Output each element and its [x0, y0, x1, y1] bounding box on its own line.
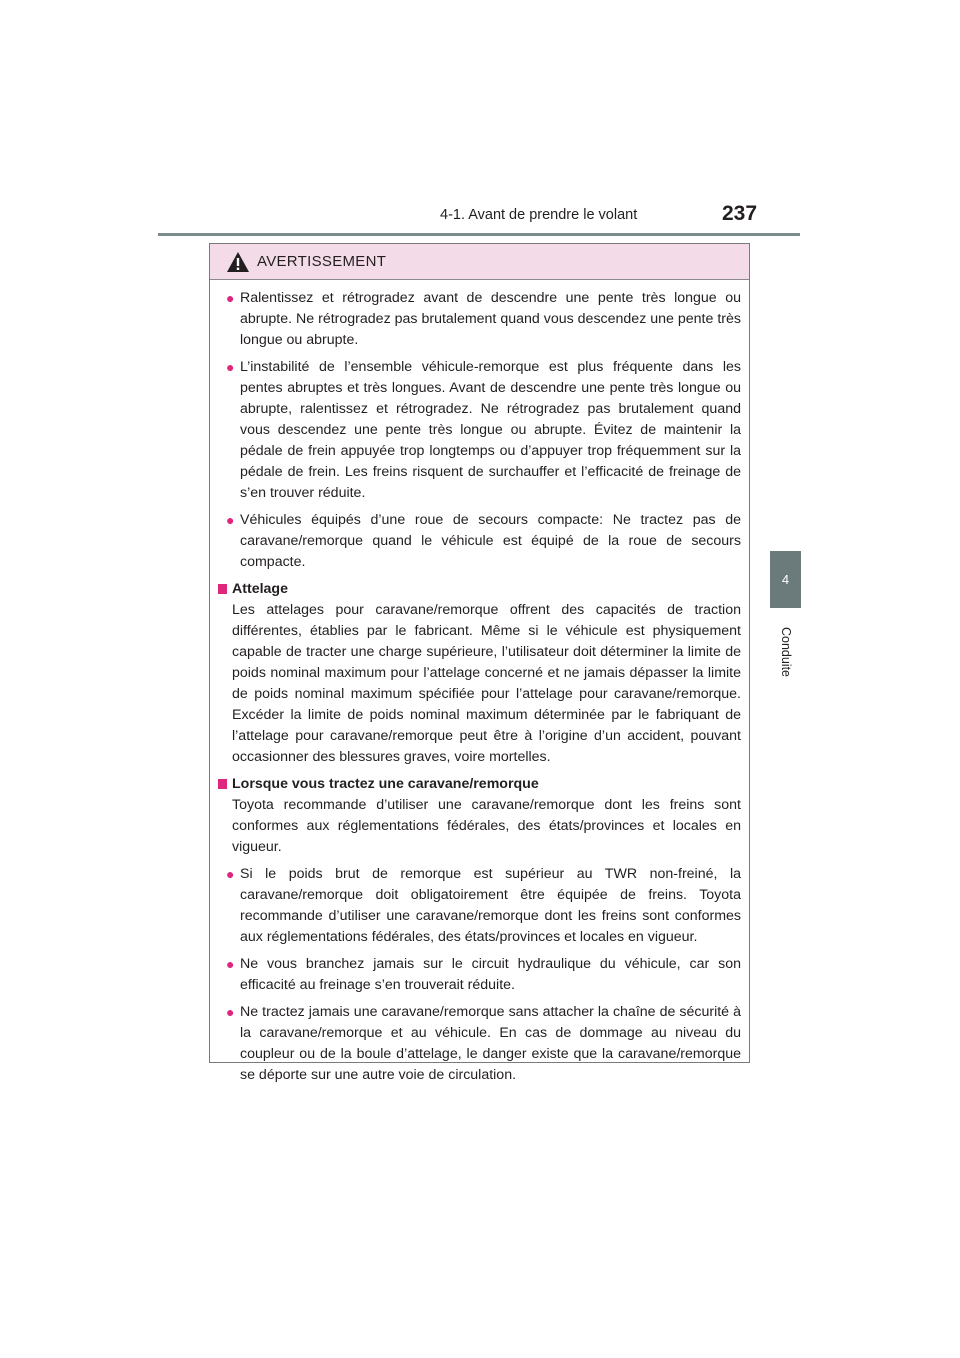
warning-triangle-icon [226, 251, 250, 273]
section-bullet-text: Si le poids brut de remorque est supérieur au TWR non-freiné, la caravane/remorque doit obligatoirement être équipée de freins. Toyota recommande d’utiliser une caravane/remorque dont les freins sont conformes aux réglementations fédérales, des états/provinces et locales en vigueur. [240, 866, 741, 945]
section-bullet [218, 954, 741, 996]
chapter-tab-label-text: Conduite [779, 626, 794, 678]
bullet-dot-icon: ● [226, 1004, 235, 1020]
warning-title: AVERTISSEMENT [257, 253, 387, 270]
chapter-tab-number: 4 [781, 572, 790, 587]
warning-bullet-text: Véhicules équipés d’une roue de secours compacte: Ne tractez pas de caravane/remorque quand le véhicule est équipé de la roue de secours compacte. [240, 512, 741, 570]
section-paragraph: Toyota recommande d’utiliser une caravane/remorque dont les freins sont conformes aux réglementations fédérales, des états/provinces et locales en vigueur. [232, 797, 741, 855]
section-title [218, 579, 741, 600]
bullet-dot-icon: ● [226, 359, 235, 375]
section-title-text: Lorsque vous tractez une caravane/remorque [232, 776, 539, 792]
warning-box [209, 243, 750, 1083]
section-towing [218, 774, 741, 1086]
warning-body [210, 280, 749, 1086]
chapter-tab[interactable] [770, 551, 801, 608]
header-divider [158, 233, 800, 236]
bullet-dot-icon: ● [226, 956, 235, 972]
bullet-dot-icon: ● [226, 290, 235, 306]
chapter-tab-label [768, 622, 804, 682]
section-bullet-text: Ne vous branchez jamais sur le circuit hydraulique du véhicule, car son efficacité au freinage s’en trouverait réduite. [240, 956, 741, 993]
warning-bullet-text: L’instabilité de l’ensemble véhicule-remorque est plus fréquente dans les pentes abruptes et très longues. Avant de descendre une pente très longue ou abrupte, ralentissez et rétrogradez. Ne rétrogradez pas brutalement quand vous descendez une pente très longue ou abrupte. Évitez de maintenir la pédale de frein appuyée trop longtemps ou d’appuyer trop fréquemment sur la pédale de frein. Les freins risquent de surchauffer et l’efficacité de freinage de s’en trouver réduite. [240, 359, 741, 501]
bullet-dot-icon: ● [226, 512, 235, 528]
bullet-dot-icon: ● [226, 866, 235, 882]
chapter-section-title: 4-1. Avant de prendre le volant [440, 207, 638, 223]
section-square-icon [218, 584, 227, 594]
page-number: 237 [722, 202, 758, 225]
warning-bullet-text: Ralentissez et rétrogradez avant de descendre une pente très longue ou abrupte. Ne rétrogradez pas brutalement quand vous descendez une pente très longue ou abrupte. [240, 290, 741, 348]
section-bullet [218, 1002, 741, 1086]
warning-bullet [218, 510, 741, 573]
section-title-text: Attelage [232, 581, 288, 597]
warning-bullet [218, 357, 741, 504]
section-square-icon [218, 779, 227, 789]
section-attelage [218, 579, 741, 768]
section-bullet-text: Ne tractez jamais une caravane/remorque sans attacher la chaîne de sécurité à la caravane/remorque et au véhicule. En cas de dommage au niveau du coupleur ou de la boule d’attelage, le danger existe que la caravane/remorque se déporte sur une autre voie de circulation. [240, 1004, 741, 1083]
section-title [218, 774, 741, 795]
section-bullet [218, 864, 741, 948]
warning-bullet [218, 288, 741, 351]
section-paragraph: Les attelages pour caravane/remorque offrent des capacités de traction différentes, établies par le fabricant. Même si le véhicule est physiquement capable de tracter une charge supérieure, l’utilisateur doit déterminer la limite de poids nominal maximum pour l’attelage concerné et ne jamais dépasser la limite de poids nominal maximum spécifiée pour l’attelage pour caravane/remorque. Excéder la limite de poids nominal maximum déterminée par le fabriquant de l’attelage pour caravane/remorque peut être à l’origine d’un accident, pouvant occasionner des blessures graves, voire mortelles. [232, 602, 741, 765]
warning-header [210, 244, 749, 280]
